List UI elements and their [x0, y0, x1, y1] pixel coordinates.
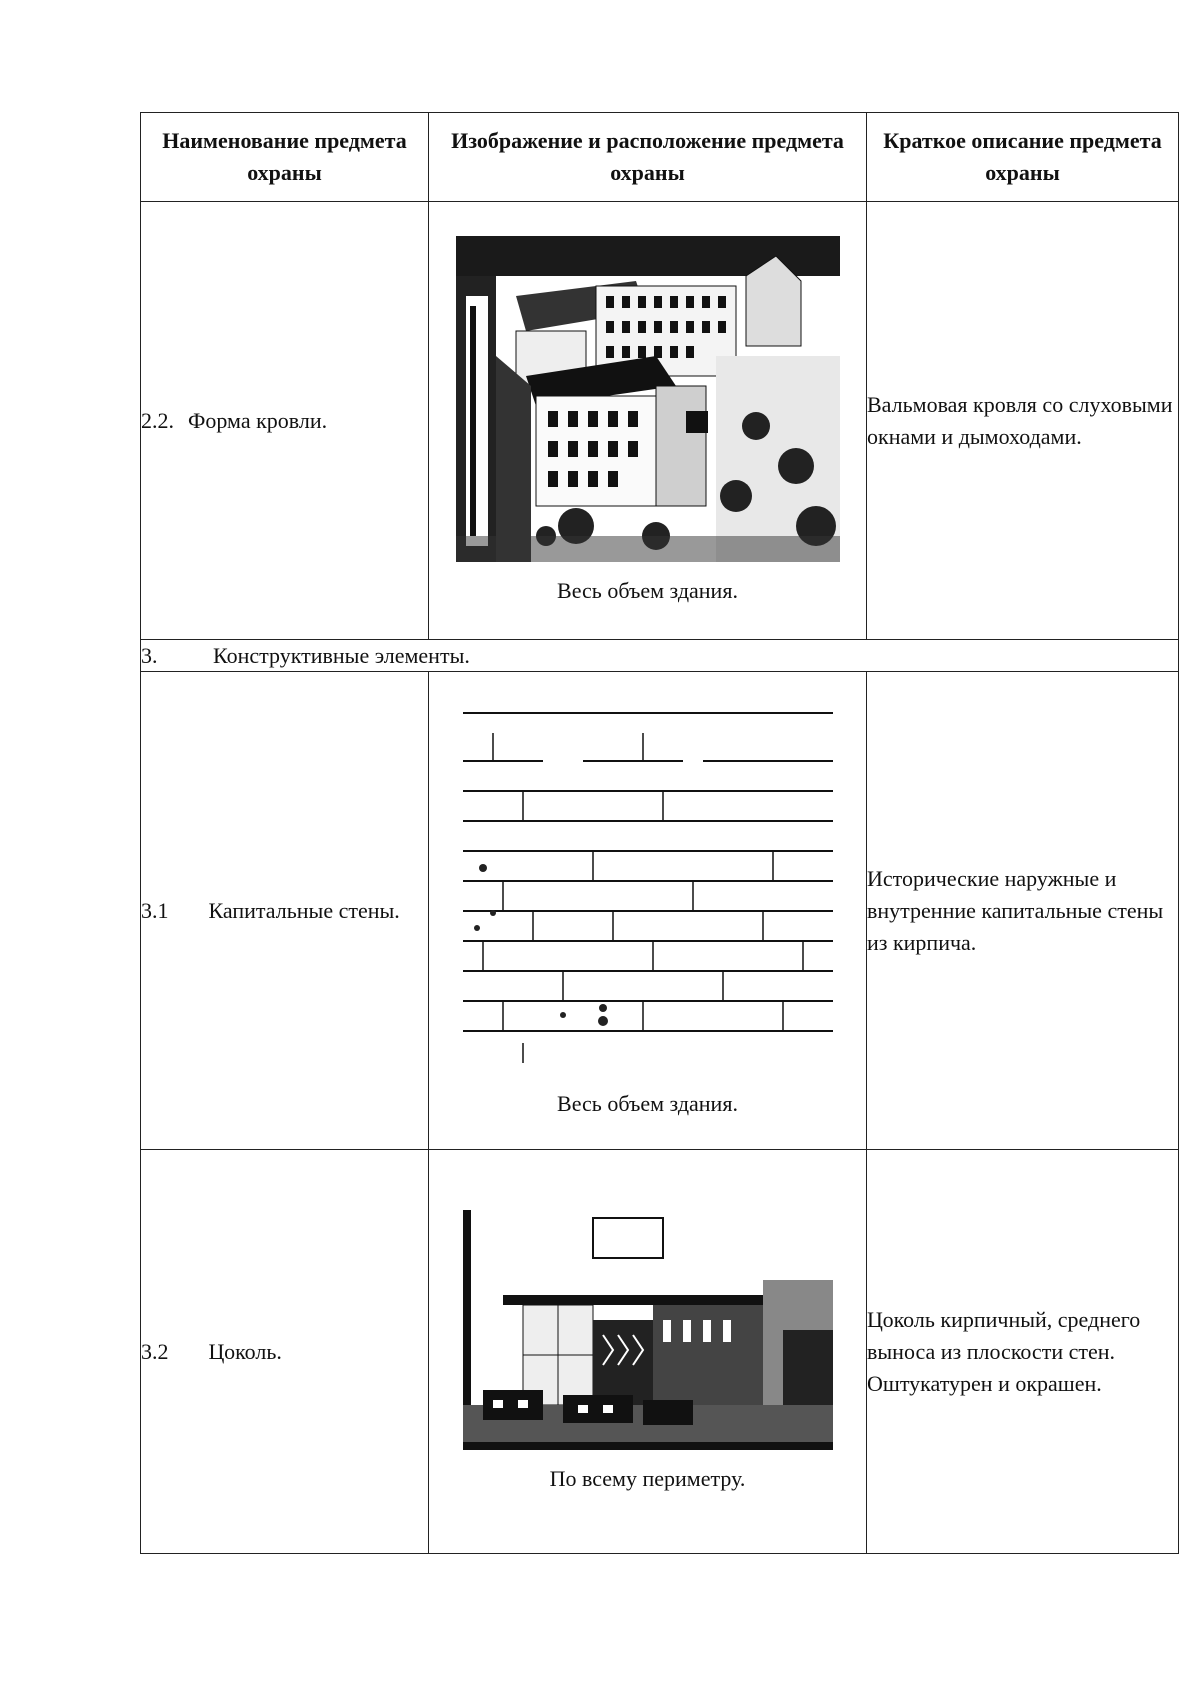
- row-name-cell: [141, 1150, 429, 1554]
- image-caption: Весь объем здания.: [557, 1090, 738, 1116]
- row-image-cell: [429, 672, 867, 1150]
- image-caption: По всему периметру.: [549, 1465, 746, 1491]
- row-name: Цоколь.: [208, 1338, 282, 1364]
- section-title: Конструктивные элементы.: [213, 642, 470, 668]
- table-section-row: [141, 640, 1179, 672]
- row-description: Вальмовая кровля со слуховыми окнами и дымоходами.: [867, 202, 1179, 640]
- row-number: 3.1: [141, 897, 169, 923]
- row-image-cell: [429, 1150, 867, 1554]
- row-name-cell: [141, 672, 429, 1150]
- table-row: [141, 672, 1179, 1150]
- section-cell: [141, 640, 1179, 672]
- roof-photo: [456, 236, 840, 562]
- brick-wall-photo: [463, 703, 833, 1073]
- header-name: Наименование предмета охраны: [141, 113, 429, 202]
- plinth-photo: [463, 1210, 833, 1450]
- row-description: Цоколь кирпичный, среднего выноса из плоскости стен. Оштукатурен и окрашен.: [867, 1150, 1179, 1554]
- section-number: 3.: [141, 642, 158, 668]
- image-caption: Весь объем здания.: [557, 577, 738, 603]
- row-number: 3.2: [141, 1338, 169, 1364]
- table-row: [141, 202, 1179, 640]
- row-number: 2.2.: [141, 407, 174, 433]
- table-row: [141, 1150, 1179, 1554]
- row-image-cell: [429, 202, 867, 640]
- row-name-cell: [141, 202, 429, 640]
- row-description: Исторические наружные и внутренние капитальные стены из кирпича.: [867, 672, 1179, 1150]
- protection-subjects-table: [140, 112, 1179, 1554]
- header-image: Изображение и расположение предмета охраны: [429, 113, 867, 202]
- row-name: Капитальные стены.: [208, 897, 400, 923]
- table-header-row: [141, 113, 1179, 202]
- row-name: Форма кровли.: [188, 407, 328, 433]
- header-description: Краткое описание предмета охраны: [867, 113, 1179, 202]
